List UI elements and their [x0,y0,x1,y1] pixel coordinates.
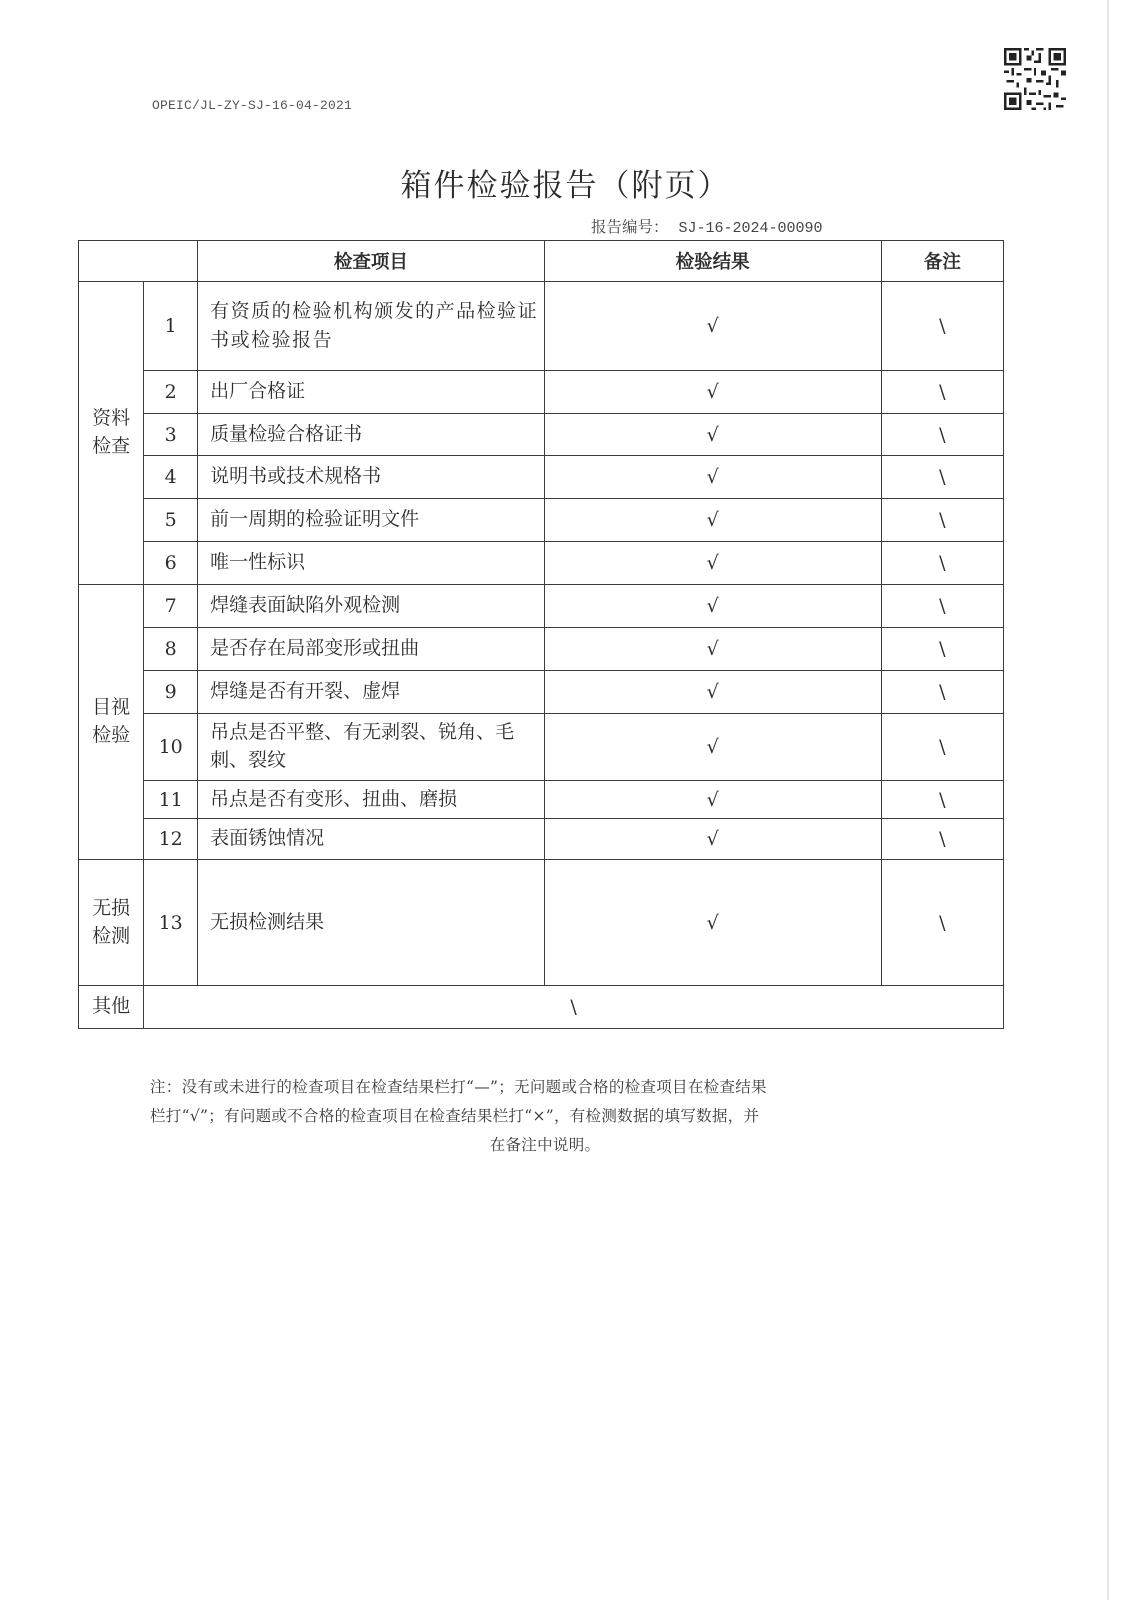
category-visual: 目视 检验 [79,585,144,860]
report-number [591,215,823,237]
row-number: 4 [144,456,198,499]
table-row [79,371,1004,414]
corner-cell [79,241,198,282]
report-number-value: SJ-16-2024-00090 [678,220,823,237]
category-ndt: 无损 检测 [79,860,144,986]
row-item: 前一周期的检验证明文件 [198,499,544,542]
table-row [79,456,1004,499]
row-remark: \ [881,371,1003,414]
row-item: 焊缝是否有开裂、虚焊 [198,671,544,714]
report-number-label: 报告编号： [591,218,669,236]
table-row [79,671,1004,714]
row-number: 5 [144,499,198,542]
table-row [79,860,1004,986]
table-row [79,628,1004,671]
row-item: 说明书或技术规格书 [198,456,544,499]
row-number: 9 [144,671,198,714]
inspection-table [78,240,1004,1029]
row-result: √ [544,282,881,371]
row-number: 6 [144,542,198,585]
row-result: √ [544,819,881,860]
row-item: 无损检测结果 [198,860,544,986]
header-row [79,241,1004,282]
col-header-result: 检验结果 [544,241,881,282]
row-item: 表面锈蚀情况 [198,819,544,860]
category-other: 其他 [79,986,144,1029]
row-number: 1 [144,282,198,371]
row-number: 10 [144,714,198,781]
table-row [79,499,1004,542]
table-row-other [79,986,1004,1029]
row-result: √ [544,414,881,456]
document-code: OPEIC/JL-ZY-SJ-16-04-2021 [152,98,353,113]
col-header-item: 检查项目 [198,241,544,282]
row-number: 2 [144,371,198,414]
table-row [79,714,1004,781]
table-row [79,414,1004,456]
col-header-remark: 备注 [881,241,1003,282]
row-result: √ [544,628,881,671]
row-item: 吊点是否平整、有无剥裂、锐角、毛刺、裂纹 [198,714,544,781]
scan-edge-line [1107,0,1109,1600]
table-row [79,542,1004,585]
row-result: √ [544,781,881,819]
row-item: 吊点是否有变形、扭曲、磨损 [198,781,544,819]
row-remark: \ [881,282,1003,371]
footnote-line-3: 在备注中说明。 [489,1136,601,1154]
row-remark: \ [881,819,1003,860]
row-remark: \ [881,499,1003,542]
footnote-line-1: 注：没有或未进行的检查项目在检查结果栏打“—”；无问题或合格的检查项目在检查结果 [150,1078,767,1096]
row-item: 焊缝表面缺陷外观检测 [198,585,544,628]
category-docs: 资料 检查 [79,282,144,585]
table-row [79,781,1004,819]
row-result: √ [544,671,881,714]
row-result: √ [544,456,881,499]
table-row [79,282,1004,371]
row-item: 质量检验合格证书 [198,414,544,456]
row-number: 13 [144,860,198,986]
row-number: 12 [144,819,198,860]
row-item: 有资质的检验机构颁发的产品检验证书或检验报告 [198,282,544,371]
table-row [79,819,1004,860]
page-title: 箱件检验报告（附页） [400,168,731,204]
row-item: 唯一性标识 [198,542,544,585]
row-remark: \ [881,585,1003,628]
row-remark: \ [881,781,1003,819]
row-number: 7 [144,585,198,628]
row-result: √ [544,714,881,781]
row-remark: \ [881,456,1003,499]
qr-code-icon [1004,48,1066,110]
row-item: 出厂合格证 [198,371,544,414]
row-remark: \ [881,628,1003,671]
footnote [150,1073,940,1160]
row-item: 是否存在局部变形或扭曲 [198,628,544,671]
row-remark: \ [881,414,1003,456]
row-result: √ [544,499,881,542]
row-remark: \ [881,714,1003,781]
other-value: \ [144,986,1004,1029]
row-result: √ [544,371,881,414]
row-remark: \ [881,542,1003,585]
row-number: 11 [144,781,198,819]
row-result: √ [544,585,881,628]
footnote-line-2: 栏打“√”；有问题或不合格的检查项目在检查结果栏打“×”，有检测数据的填写数据，并 [150,1107,760,1125]
row-result: √ [544,542,881,585]
row-remark: \ [881,671,1003,714]
row-number: 3 [144,414,198,456]
table-row [79,585,1004,628]
row-result: √ [544,860,881,986]
row-remark: \ [881,860,1003,986]
row-number: 8 [144,628,198,671]
